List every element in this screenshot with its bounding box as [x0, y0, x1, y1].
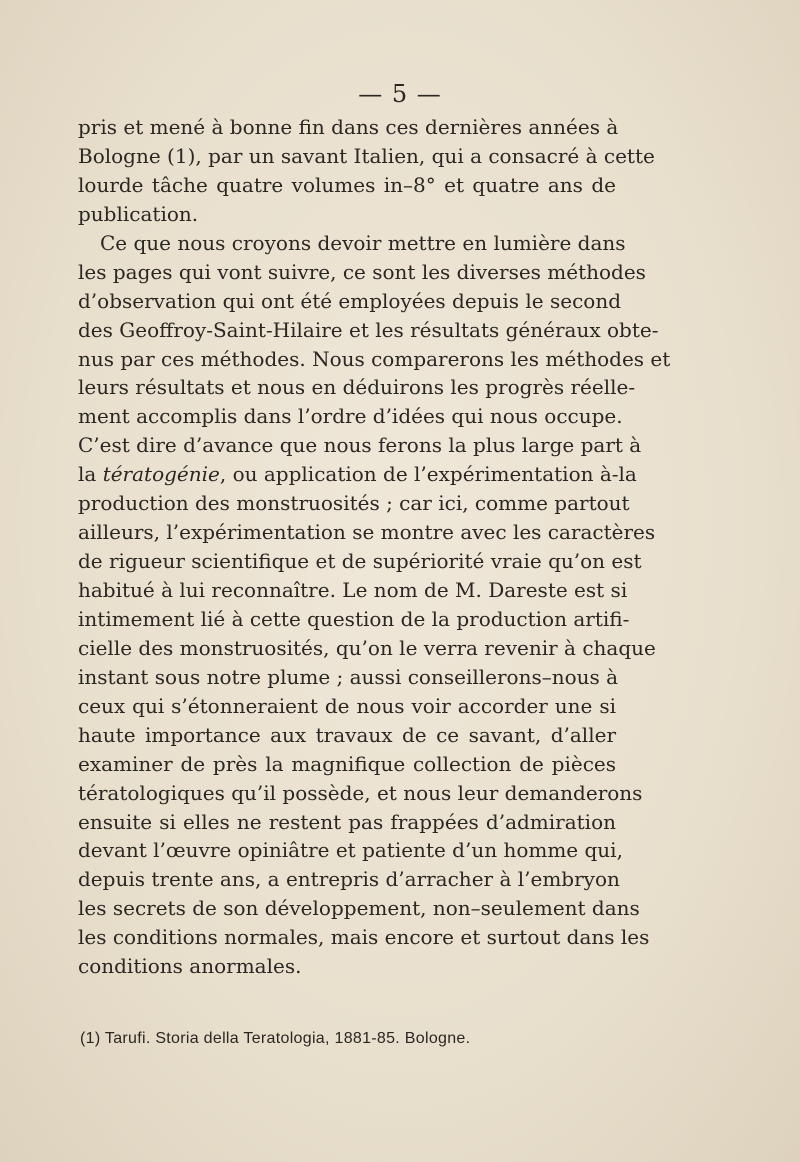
text-line: les conditions normales, mais encore et surtout dans les [78, 925, 650, 950]
italic-term: tératogénie [102, 462, 220, 487]
paragraph [78, 229, 671, 981]
text-line: ensuite si elles ne restent pas frappées d’admiration [78, 809, 616, 834]
text-line: C’est dire d’avance que nous ferons la plus large part à [78, 433, 642, 458]
text-line: leurs résultats et nous en déduirons les progrès réelle- [78, 375, 636, 400]
text-line: de rigueur scientifique et de supériorité vraie qu’on est [78, 549, 642, 574]
text-line: conditions anormales. [78, 954, 302, 979]
page-number: — 5 — [358, 80, 442, 108]
text-line: Bologne (1), par un savant Italien, qui a consacré à cette [78, 143, 655, 168]
text-line: depuis trente ans, a entrepris d’arracher à l’embryon [78, 867, 620, 892]
text-line: des Geoffroy-Saint-Hilaire et les résultats généraux obte- [78, 317, 659, 342]
text-line: pris et mené à bonne fin dans ces dernières années à [78, 115, 619, 139]
text-line: nus par ces méthodes. Nous comparerons les méthodes et [78, 346, 671, 371]
text-line: instant sous notre plume ; aussi conseillerons–nous à [78, 664, 619, 689]
text-line: d’observation qui ont été employées depuis le second [78, 288, 622, 313]
text-segment: , ou application de l’expérimentation à-la [219, 462, 637, 487]
text-line: intimement lié à cette question de la production artifi- [78, 606, 630, 631]
text-line: devant l’œuvre opiniâtre et patiente d’un homme qui, [78, 838, 623, 863]
text-line: publication. [78, 201, 199, 226]
text-line: ment accomplis dans l’ordre d’idées qui nous occupe. [78, 404, 623, 429]
text-segment: la [78, 462, 103, 487]
text-line: ceux qui s’étonneraient de nous voir accorder une si [78, 693, 616, 718]
text-line: examiner de près la magnifique collection de pièces [78, 751, 616, 776]
footnote: (1) Tarufi. Storia della Teratologia, 1881-85. Bologne. [80, 1030, 471, 1047]
text-line: les secrets de son développement, non–seulement dans [78, 896, 640, 921]
text-line: les pages qui vont suivre, ce sont les diverses méthodes [78, 259, 646, 284]
text-line: haute importance aux travaux de ce savant, d’aller [78, 722, 616, 747]
text-line: ailleurs, l’expérimentation se montre avec les caractères [78, 520, 656, 545]
text-line: habitué à lui reconnaître. Le nom de M. Dareste est si [78, 578, 628, 602]
text-line [78, 460, 637, 489]
text-line: cielle des monstruosités, qu’on le verra revenir à chaque [78, 635, 656, 660]
paragraph [78, 113, 655, 229]
text-line: lourde tâche quatre volumes in–8° et quatre ans de [78, 172, 616, 197]
text-line: production des monstruosités ; car ici, comme partout [78, 491, 630, 516]
text-line: Ce que nous croyons devoir mettre en lumière dans [100, 230, 626, 255]
text-line: tératologiques qu’il possède, et nous leur demanderons [78, 780, 643, 805]
body-text [78, 113, 671, 981]
